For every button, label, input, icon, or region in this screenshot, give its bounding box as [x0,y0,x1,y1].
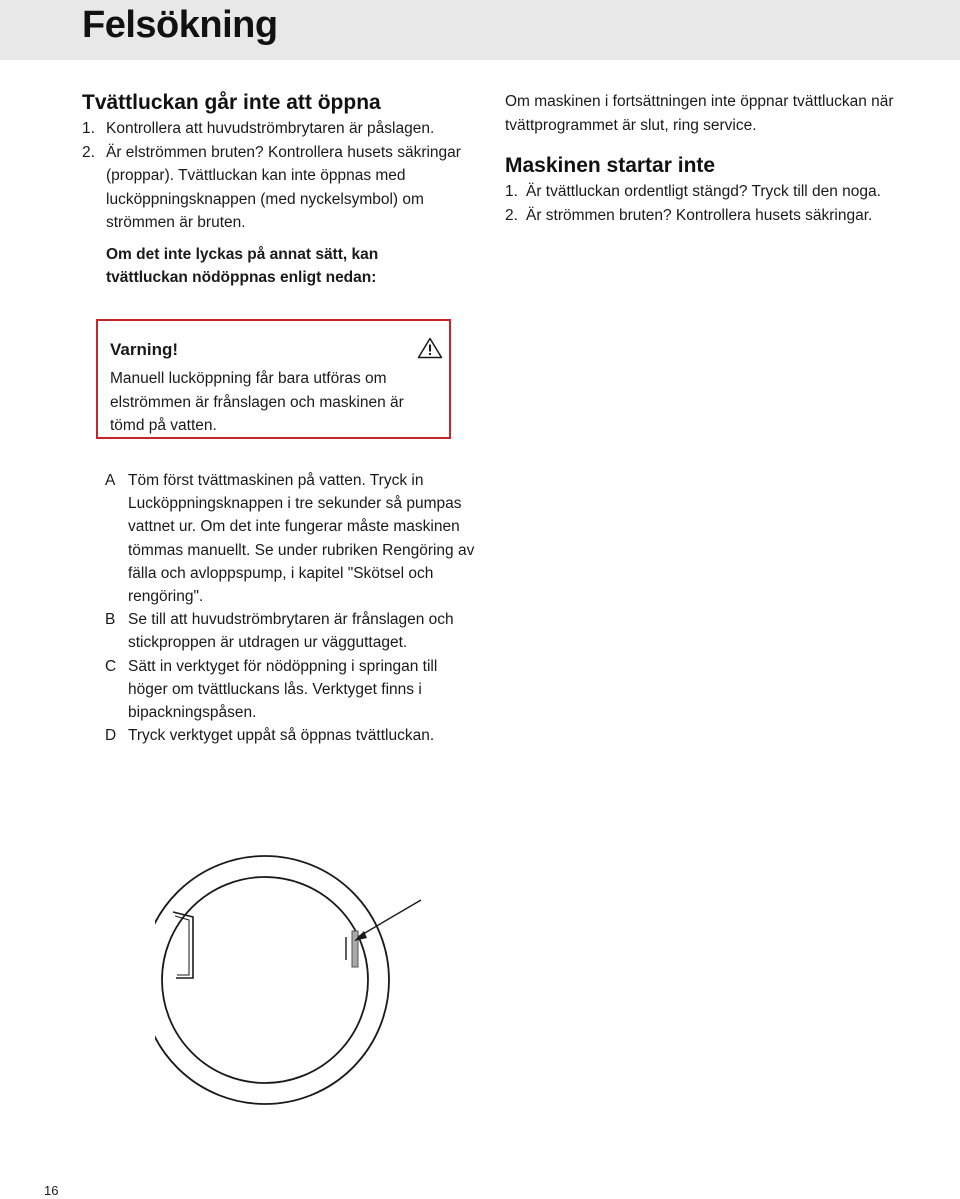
door-illustration [155,850,465,1105]
list-item-text: Är tvättluckan ordentligt stängd? Tryck till den noga. [526,183,881,200]
list-item-text: Är strömmen bruten? Kontrollera husets säkringar. [526,206,873,224]
step-item [105,608,480,654]
warning-title: Varning! [110,340,179,359]
list-item [505,180,895,204]
emergency-open-steps [105,469,480,747]
door-outer-ring [155,856,389,1104]
list-item [82,117,462,141]
step-letter: C [105,657,117,675]
warning-triangle-icon [417,337,443,359]
right-column [505,90,895,227]
door-lock [346,931,358,967]
step-item [105,655,480,725]
emergency-open-note: Om det inte lyckas på annat sätt, kan tvättluckan nödöppnas enligt nedan: [106,245,379,286]
machine-wont-start-list [505,180,895,227]
door-wont-open-section [82,90,462,290]
list-item [82,141,462,235]
step-item [105,469,480,608]
page-title: Felsökning [82,4,278,46]
list-item-text: Kontrollera att huvudströmbrytaren är påslagen. [106,120,435,137]
warning-text: Manuell lucköppning får bara utföras om elströmmen är frånslagen och maskinen är tömd på vatten. [110,370,404,434]
door-wont-open-heading: Tvättluckan går inte att öppna [82,91,381,114]
warning-box [96,319,451,439]
machine-wont-start-heading: Maskinen startar inte [505,154,716,177]
list-item-number: 2. [505,206,518,224]
step-letter: B [105,611,116,629]
header-band [0,0,960,60]
list-item-number: 1. [505,183,518,200]
door-hinge [173,912,193,978]
list-item-number: 1. [82,120,95,137]
step-text: Tryck verktyget uppåt så öppnas tvättluckan. [128,727,435,745]
page-number: 16 [44,1183,59,1198]
step-item [105,724,480,747]
service-note: Om maskinen i fortsättningen inte öppnar tvättluckan när tvättprogrammet är slut, ring service. [505,93,894,134]
step-text: Töm först tvättmaskinen på vatten. Tryck in Lucköppningsknappen i tre sekunder så pumpas vattnet ur. Om det inte fungerar måste maskinen tömmas manuellt. Se under rubriken Rengöring av fälla och avloppspump, i kapitel "Skötsel och rengöring". [128,472,475,606]
door-wont-open-list [82,117,462,235]
list-item-text: Är elströmmen bruten? Kontrollera husets säkringar (proppar). Tvättluckan kan inte öppnas med lucköppningsknappen (med nyckelsymbol) om strömmen är bruten. [106,143,461,231]
step-letter: D [105,727,117,745]
list-item-number: 2. [82,143,95,161]
step-text: Se till att huvudströmbrytaren är frånslagen och stickproppen är utdragen ur vägguttaget. [128,611,454,652]
step-text: Sätt in verktyget för nödöppning i springan till höger om tvättluckans lås. Verktyget finns i bipackningspåsen. [128,657,438,722]
step-letter: A [105,472,116,489]
list-item [505,204,895,228]
